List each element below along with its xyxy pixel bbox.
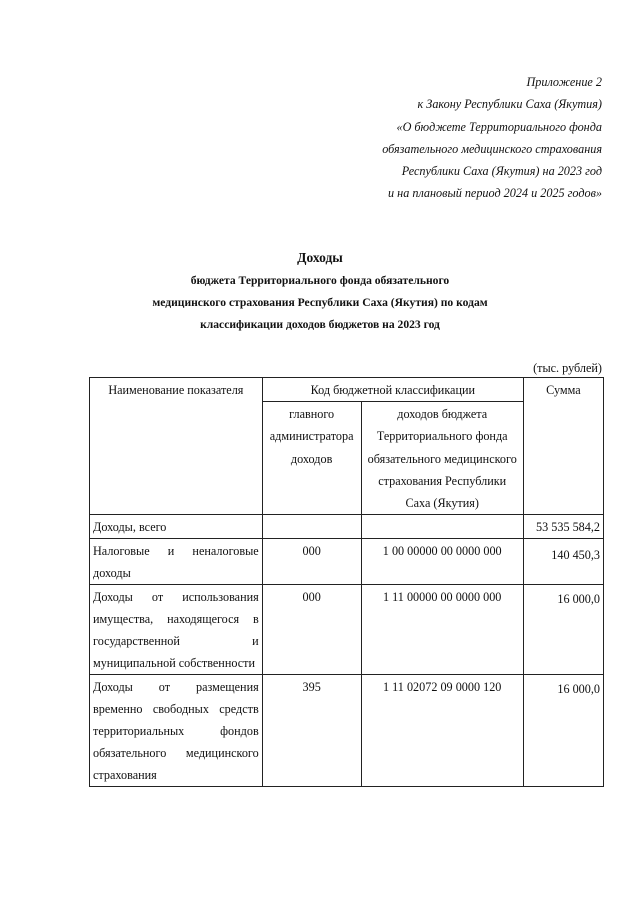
row-name: Налоговые и неналоговые доходы — [90, 539, 263, 585]
appendix-line: обязательного медицинского страхования — [382, 141, 602, 156]
row-sum: 53 535 584,2 — [523, 515, 603, 539]
appendix-line: Республики Саха (Якутия) на 2023 год — [401, 164, 602, 179]
row-code: 1 11 00000 00 0000 000 — [361, 585, 523, 675]
row-code — [361, 515, 523, 539]
document-subtitle-line: бюджета Территориального фонда обязательного — [190, 274, 450, 287]
table-row — [90, 675, 604, 787]
header-admin: главного администратора доходов — [262, 402, 361, 515]
document-subtitle-line: классификации доходов бюджетов на 2023 год — [200, 318, 440, 331]
header-sum: Сумма — [523, 378, 603, 515]
row-name: Доходы, всего — [90, 515, 263, 539]
table-row — [90, 539, 604, 585]
row-code: 1 11 02072 09 0000 120 — [361, 675, 523, 787]
table-row — [90, 585, 604, 675]
appendix-line: Приложение 2 — [526, 75, 602, 89]
appendix-line: и на плановый период 2024 и 2025 годов» — [388, 186, 602, 201]
units-label: (тыс. рублей) — [533, 361, 602, 375]
row-admin: 000 — [262, 539, 361, 585]
row-admin: 395 — [262, 675, 361, 787]
row-name: Доходы от использования имущества, находящегося в государственной и муниципальной собственности — [90, 585, 263, 675]
row-admin: 000 — [262, 585, 361, 675]
table-header-row — [90, 378, 604, 402]
header-code-group: Код бюджетной классификации — [262, 378, 523, 402]
header-income-code: доходов бюджета Территориального фонда обязательного медицинского страхования Республики Саха (Якутия) — [361, 402, 523, 515]
row-sum: 140 450,3 — [523, 539, 603, 585]
table-row — [90, 515, 604, 539]
row-sum: 16 000,0 — [523, 675, 603, 787]
header-name: Наименование показателя — [90, 378, 263, 515]
appendix-line: к Закону Республики Саха (Якутия) — [417, 97, 602, 112]
appendix-note — [282, 71, 602, 205]
row-sum: 16 000,0 — [523, 585, 603, 675]
document-title: Доходы — [297, 250, 343, 265]
row-admin — [262, 515, 361, 539]
row-name: Доходы от размещения временно свободных средств территориальных фондов обязательного медицинского страхования — [90, 675, 263, 787]
row-code: 1 00 00000 00 0000 000 — [361, 539, 523, 585]
document-subtitle-line: медицинского страхования Республики Саха (Якутия) по кодам — [152, 296, 488, 309]
appendix-line: «О бюджете Территориального фонда — [396, 119, 602, 134]
income-table — [89, 377, 604, 787]
